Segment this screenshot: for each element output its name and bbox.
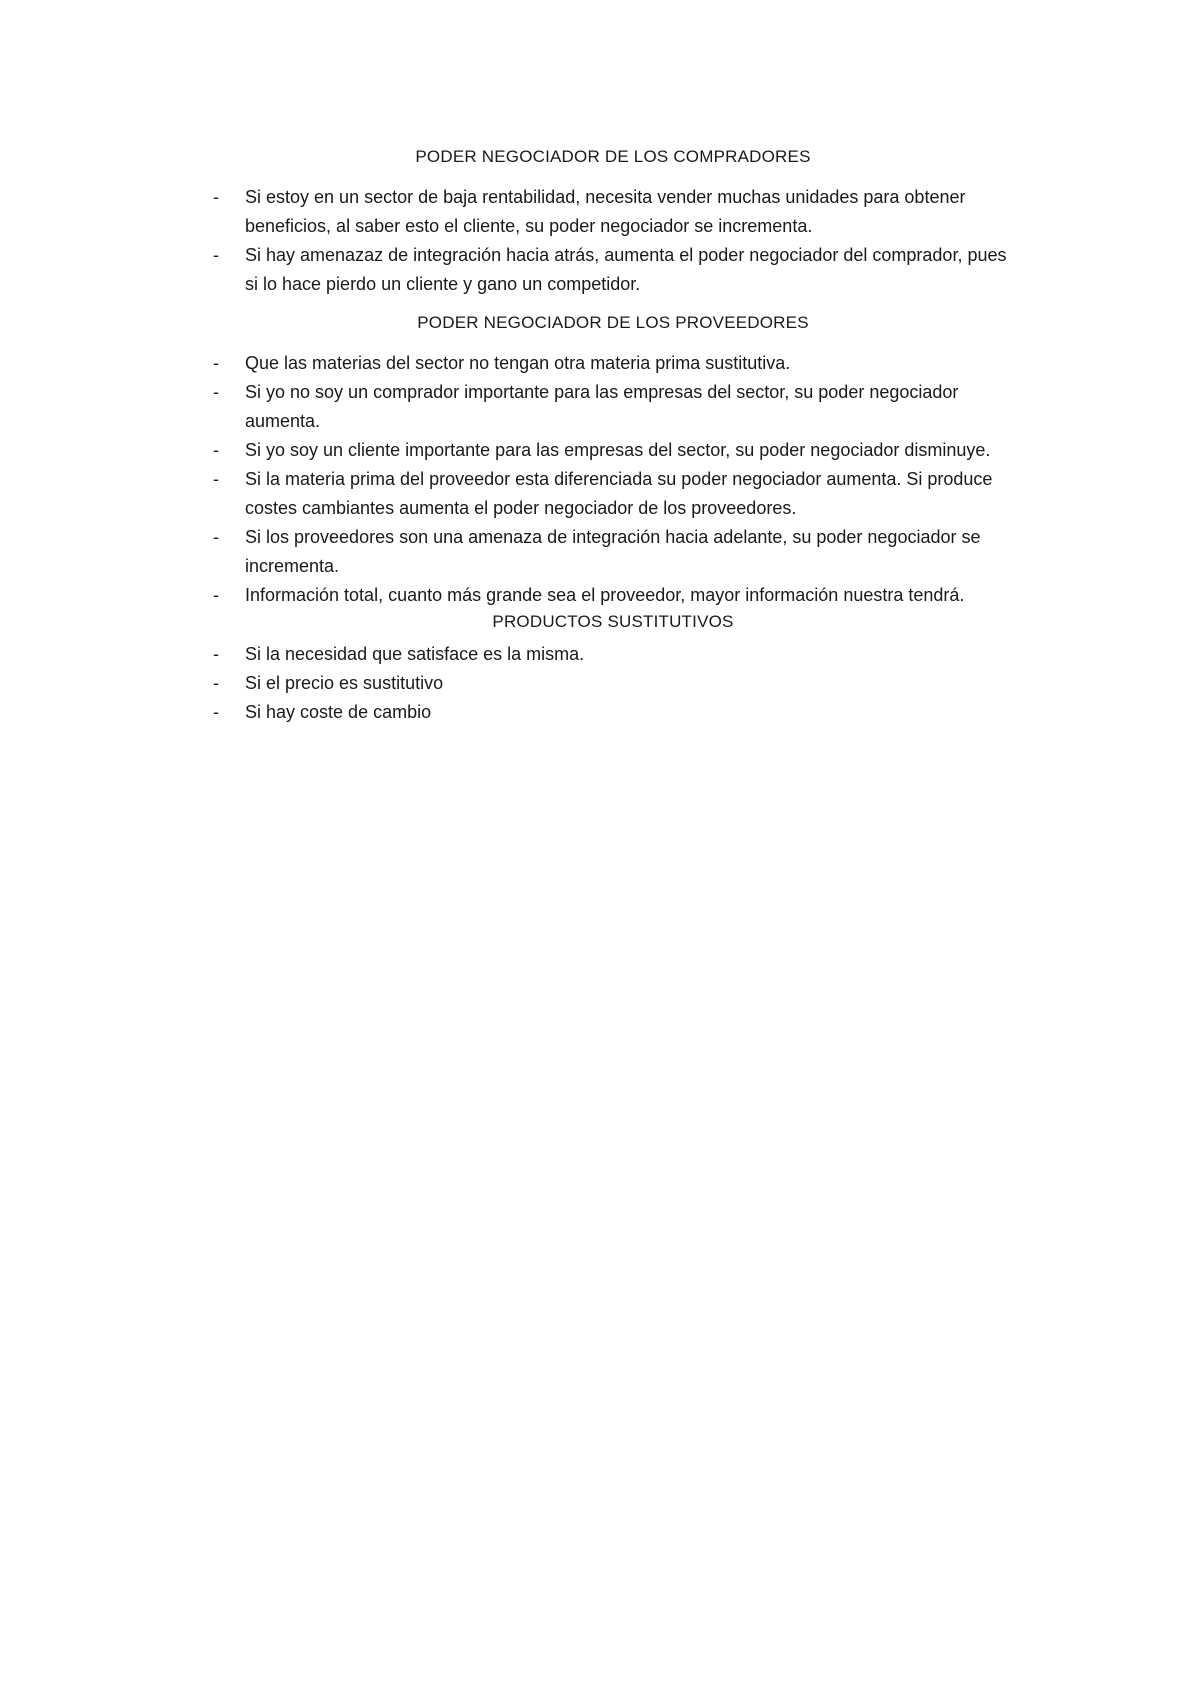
- list-item-text: Si hay amenazaz de integración hacia atrás, aumenta el poder negociador del comprador, pues si lo hace pierdo un cliente y gano un competidor.: [245, 245, 1007, 294]
- list-item-text: Si los proveedores son una amenaza de integración hacia adelante, su poder negociador se incrementa.: [245, 527, 981, 576]
- heading-sustitutivos: PRODUCTOS SUSTITUTIVOS: [492, 612, 734, 631]
- list-item: [213, 436, 1013, 465]
- heading-compradores: PODER NEGOCIADOR DE LOS COMPRADORES: [415, 147, 811, 166]
- list-compradores: [213, 183, 1013, 299]
- list-proveedores: [213, 349, 1013, 610]
- list-sustitutivos: [213, 640, 1013, 727]
- dash-bullet: -: [213, 585, 219, 605]
- list-item-text: Que las materias del sector no tengan otra materia prima sustitutiva.: [245, 353, 791, 373]
- list-item-text: Si hay coste de cambio: [245, 702, 432, 722]
- list-item: [213, 698, 1013, 727]
- document-body: [213, 145, 1013, 727]
- dash-bullet: -: [213, 527, 219, 547]
- list-item-text: Si estoy en un sector de baja rentabilidad, necesita vender muchas unidades para obtener beneficios, al saber esto el cliente, su poder negociador se incrementa.: [245, 187, 966, 236]
- list-item: [213, 378, 1013, 436]
- dash-bullet: -: [213, 469, 219, 489]
- list-item-text: Si la materia prima del proveedor esta diferenciada su poder negociador aumenta. Si produce costes cambiantes aumenta el poder negociador de los proveedores.: [245, 469, 993, 518]
- dash-bullet: -: [213, 440, 219, 460]
- list-item: [213, 183, 1013, 241]
- list-item-text: Si la necesidad que satisface es la misma.: [245, 644, 585, 664]
- dash-bullet: -: [213, 353, 219, 373]
- list-item-text: Información total, cuanto más grande sea el proveedor, mayor información nuestra tendrá.: [245, 585, 965, 605]
- heading-proveedores: PODER NEGOCIADOR DE LOS PROVEEDORES: [417, 313, 809, 332]
- dash-bullet: -: [213, 702, 219, 722]
- list-item-text: Si yo soy un cliente importante para las empresas del sector, su poder negociador disminuye.: [245, 440, 991, 460]
- list-item-text: Si yo no soy un comprador importante para las empresas del sector, su poder negociador aumenta.: [245, 382, 959, 431]
- dash-bullet: -: [213, 187, 219, 207]
- list-item: [213, 465, 1013, 523]
- dash-bullet: -: [213, 382, 219, 402]
- dash-bullet: -: [213, 245, 219, 265]
- list-item-text: Si el precio es sustitutivo: [245, 673, 444, 693]
- list-item: [213, 523, 1013, 581]
- list-item: [213, 640, 1013, 669]
- dash-bullet: -: [213, 644, 219, 664]
- list-item: [213, 241, 1013, 299]
- list-item: [213, 669, 1013, 698]
- dash-bullet: -: [213, 673, 219, 693]
- list-item: [213, 349, 1013, 378]
- list-item: [213, 581, 1013, 610]
